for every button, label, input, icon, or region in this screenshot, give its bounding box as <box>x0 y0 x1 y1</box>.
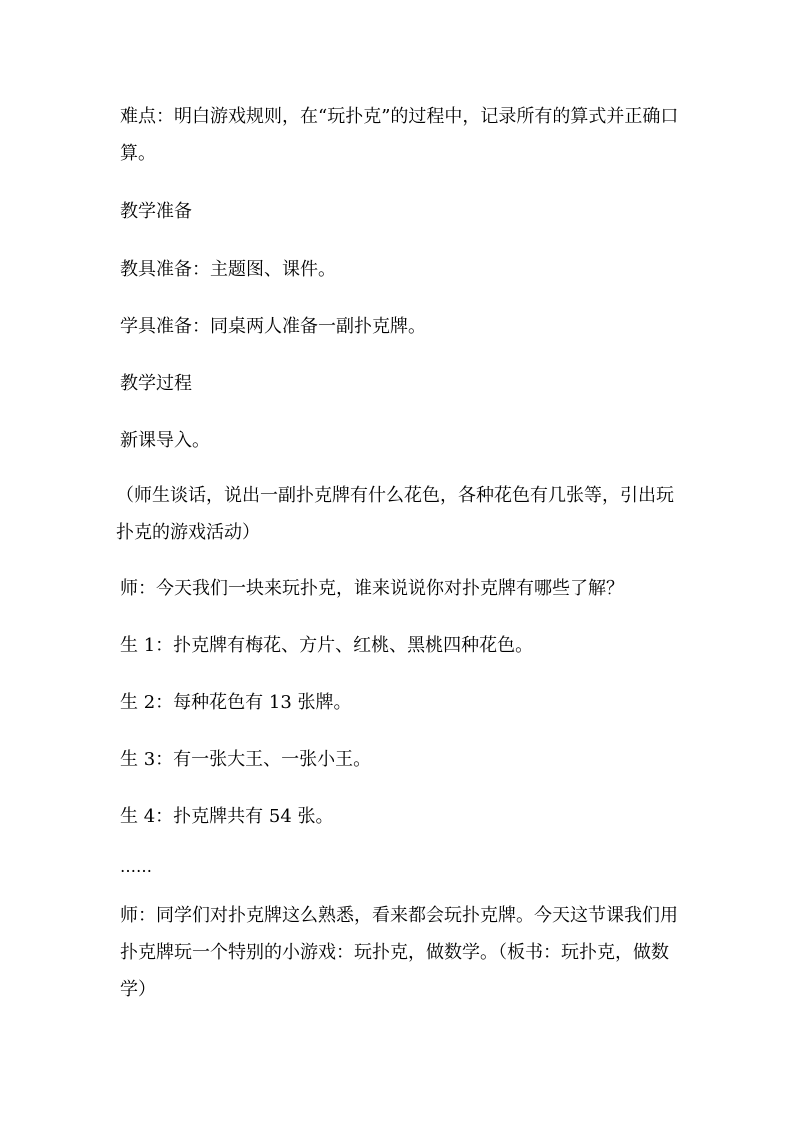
paragraph-student-4: 生 4：扑克牌共有 54 张。 <box>120 806 334 827</box>
paragraph-teacher-summary: 师：同学们对扑克牌这么熟悉，看来都会玩扑克牌。今天这节课我们用扑克牌玩一个特别的小游戏：玩扑克，做数学。（板书：玩扑克，做数学） <box>120 905 678 1000</box>
heading-teaching-preparation: 教学准备 <box>120 201 192 222</box>
paragraph-teaching-aids: 教具准备：主题图、课件。 <box>120 259 336 280</box>
paragraph-ellipsis: …… <box>120 857 152 876</box>
paragraph-new-lesson-intro: 新课导入。 <box>120 430 210 451</box>
paragraph-student-1: 生 1：扑克牌有梅花、方片、红桃、黑桃四种花色。 <box>120 635 534 656</box>
paragraph-teacher-question: 师：今天我们一块来玩扑克，谁来说说你对扑克牌有哪些了解？ <box>120 578 624 599</box>
paragraph-conversation-note: （师生谈话，说出一副扑克牌有什么花色，各种花色有几张等，引出玩扑克的游戏活动） <box>116 485 674 543</box>
paragraph-difficulty: 难点：明白游戏规则，在“玩扑克”的过程中，记录所有的算式并正确口算。 <box>120 106 679 164</box>
heading-teaching-process: 教学过程 <box>120 373 192 394</box>
paragraph-student-2: 生 2：每种花色有 13 张牌。 <box>120 692 352 713</box>
paragraph-student-aids: 学具准备：同桌两人准备一副扑克牌。 <box>120 316 426 337</box>
paragraph-student-3: 生 3：有一张大王、一张小王。 <box>120 749 372 770</box>
